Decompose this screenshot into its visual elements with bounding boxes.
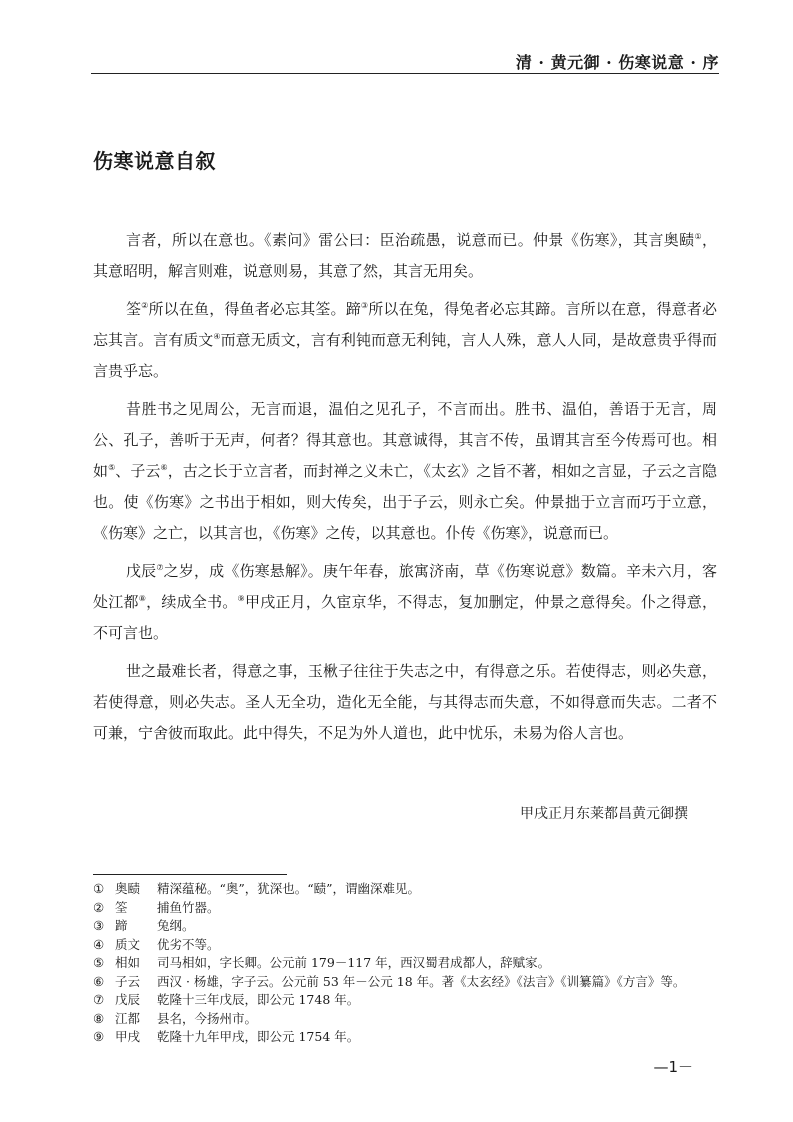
text-run: 言者，所以在意也。《素问》雷公曰：臣治疏愚，说意而已。仲景《伤寒》，其言奥赜 — [126, 231, 695, 249]
footnote-ref[interactable]: ③ — [360, 301, 369, 310]
footnote-ref[interactable]: ② — [141, 301, 149, 310]
paragraph-4 — [93, 556, 717, 649]
footnote-mark: ⑦ — [93, 992, 105, 1007]
footnote-term: 戊辰 — [115, 992, 141, 1007]
footnote-text: 兔纲。 — [157, 918, 195, 933]
text-run: 昔胜书之见周公，无言而退，温伯之见孔子，不言而出。胜书、温伯，善语于无言，周公、孔子，善听于无声，何者？得其意也。其意诚得，其言不传，虽谓其言至今传焉可也。相如 — [93, 400, 717, 480]
footnote-mark: ⑤ — [93, 955, 105, 970]
footnote-mark: ③ — [93, 918, 105, 933]
footnote-3 — [93, 917, 723, 936]
footnote-term: 蹄 — [115, 918, 128, 933]
footnote-term: 子云 — [115, 973, 141, 989]
paragraph-5 — [93, 656, 717, 749]
text-run: ，古之长于立言者，而封禅之义未亡，《太玄》之旨不著，相如之言显，子云之言隐也。使《伤寒》之书出于相如，则大传矣，出于子云，则永亡矣。仲景拙于立言而巧于立意，《伤寒》之亡，以其言也，《伤寒》之传，以其意也。仆传《伤寒》，说意而已。 — [93, 462, 717, 542]
footnote-term: 甲戌 — [115, 1029, 141, 1044]
footnote-9 — [93, 1028, 723, 1047]
footnote-mark: ⑥ — [93, 973, 105, 989]
footnote-8 — [93, 1010, 723, 1029]
footnote-ref[interactable]: ⑧ — [138, 594, 147, 603]
running-head: 清 · 黄元御 · 伤寒说意 · 序 — [515, 53, 719, 72]
page-number: —1－ — [653, 1058, 693, 1076]
paragraph-3 — [93, 394, 717, 549]
footnote-term: 江都 — [115, 1010, 141, 1026]
footnote-text: 乾隆十三年戊辰，即公元 1748 年。 — [157, 992, 360, 1007]
footnote-mark: ④ — [93, 936, 105, 952]
footnote-6 — [93, 973, 723, 992]
footnote-mark: ① — [93, 881, 105, 896]
footnote-text: 乾隆十九年甲戌，即公元 1754 年。 — [157, 1029, 360, 1044]
text-run: 甲戌正月，久宦京华，不得志，复加删定，仲景之意得矣。仆之得意，不可言也。 — [93, 593, 717, 642]
footnote-ref[interactable]: ① — [694, 232, 702, 241]
footnote-text: 县名，今扬州市。 — [157, 1010, 258, 1026]
footnote-ref[interactable]: ⑥ — [160, 463, 168, 472]
footnote-text: 优劣不等。 — [157, 936, 220, 952]
footnote-text: 精深蕴秘。“奥”，犹深也。“赜”，谓幽深难见。 — [157, 881, 421, 896]
header-rule — [91, 73, 719, 74]
footnote-rule — [93, 874, 287, 875]
body-text — [93, 225, 717, 756]
footnote-text: 司马相如，字长卿。公元前 179－117 年，西汉蜀君成都人，辞赋家。 — [157, 955, 551, 970]
text-run: ，续成全书。 — [146, 593, 238, 611]
footnote-text: 西汉 · 杨雄，字子云。公元前 53 年－公元 18 年。著《太玄经》《法言》《训纂篇》《方言》等。 — [157, 973, 686, 989]
text-run: ，其意昭明，解言则难，说意则易，其意了然，其言无用矣。 — [93, 231, 717, 280]
footnote-5 — [93, 954, 723, 973]
footnote-2 — [93, 899, 723, 918]
footnote-mark: ⑨ — [93, 1029, 105, 1044]
footnote-ref[interactable]: ⑦ — [156, 563, 164, 572]
footnote-1 — [93, 880, 723, 899]
text-run: 筌 — [126, 300, 142, 318]
footnote-term: 质文 — [115, 936, 141, 952]
text-run: 之岁，成《伤寒悬解》。庚午年春，旅寓济南，草《伤寒说意》数篇。辛未六月，客处江都 — [93, 562, 717, 611]
footnote-term: 相如 — [115, 955, 141, 970]
footnote-7 — [93, 991, 723, 1010]
text-run: 所以在鱼，得鱼者必忘其筌。蹄 — [148, 300, 361, 318]
page-title: 伤寒说意自叙 — [93, 149, 216, 173]
footnote-text: 捕鱼竹器。 — [157, 899, 220, 915]
text-run: 而意无质文，言有利钝而意无利钝，言人人殊，意人人同，是故意贵乎得而言贵乎忘。 — [93, 331, 717, 380]
footnote-mark: ② — [93, 899, 105, 915]
text-run: 戊辰 — [126, 562, 157, 580]
signature: 甲戌正月东莱都昌黄元御撰 — [520, 806, 688, 822]
footnotes — [93, 880, 723, 1047]
footnote-term: 奥赜 — [115, 881, 141, 896]
footnote-ref[interactable]: ④ — [213, 332, 221, 341]
text-run: 世之最难长者，得意之事，玉楸子往往于失志之中，有得意之乐。若使得志，则必失意，若使得意，则必失志。圣人无全功，造化无全能，与其得志而失意，不如得意而失志。二者不可兼，宁舍彼而取此。此中得失，不足为外人道也，此中忧乐，未易为俗人言也。 — [93, 662, 717, 742]
footnote-term: 筌 — [115, 899, 128, 915]
text-run: 所以在兔，得兔者必忘其蹄。言所以在意，得意者必忘其言。言有质文 — [93, 300, 717, 349]
footnote-ref[interactable]: ⑨ — [237, 594, 245, 603]
footnote-4 — [93, 936, 723, 955]
text-run: 、子云 — [115, 462, 161, 480]
footnote-mark: ⑧ — [93, 1010, 105, 1026]
footnote-ref[interactable]: ⑤ — [108, 463, 116, 472]
paragraph-1 — [93, 225, 717, 287]
paragraph-2 — [93, 294, 717, 387]
